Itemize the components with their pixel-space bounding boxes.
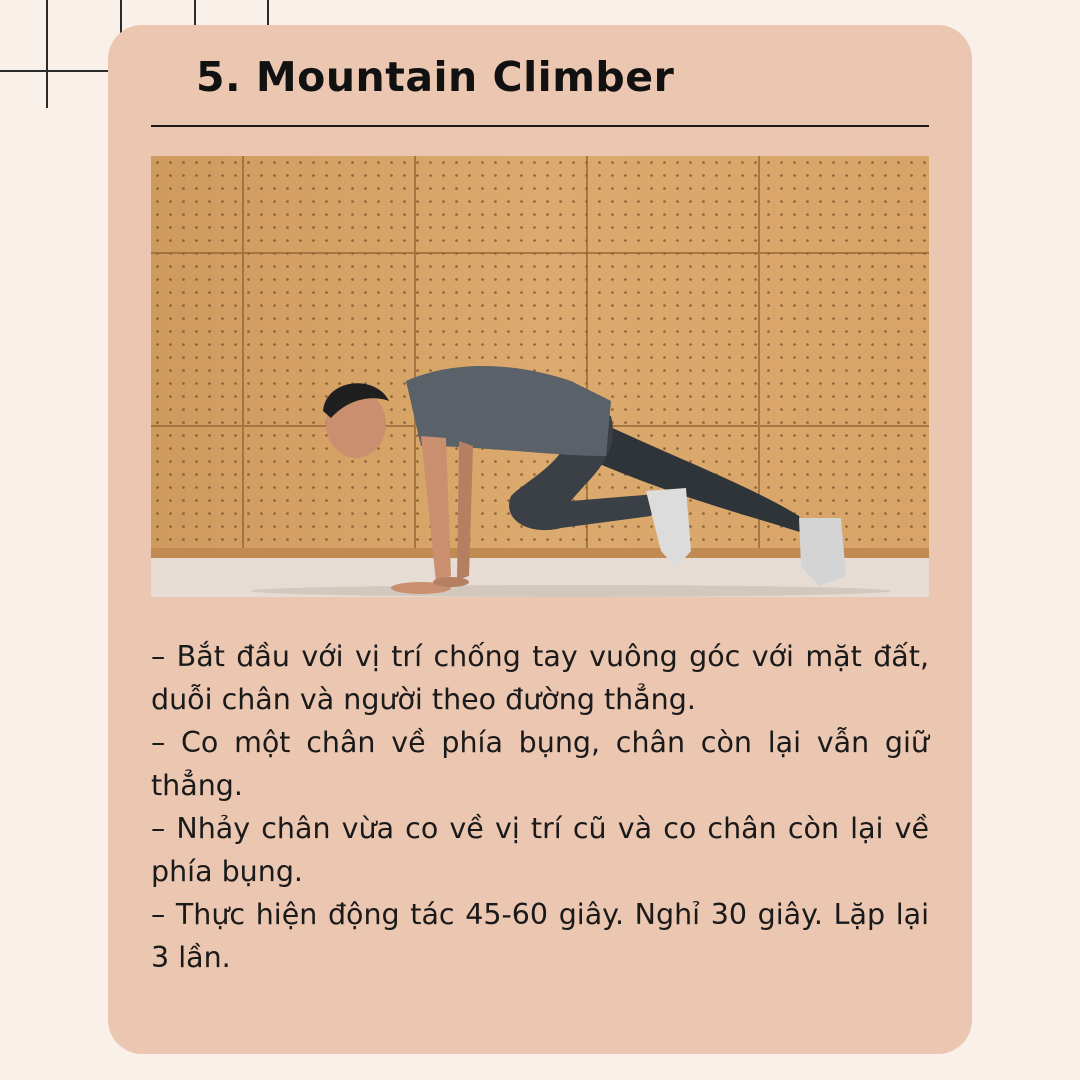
exercise-title: 5. Mountain Climber	[196, 53, 675, 101]
instruction-step: – Nhảy chân vừa co về vị trí cũ và co chân còn lại về phía bụng.	[151, 812, 929, 888]
instruction-step: – Thực hiện động tác 45-60 giây. Nghỉ 30 giây. Lặp lại 3 lần.	[151, 898, 929, 974]
decor-line-v3	[194, 0, 196, 26]
exercise-photo	[151, 156, 929, 597]
instruction-step: – Bắt đầu với vị trí chống tay vuông góc với mặt đất, duỗi chân và người theo đường thẳng.	[151, 640, 929, 716]
decor-line-h1	[0, 70, 108, 72]
decor-line-v4	[267, 0, 269, 26]
exercise-card	[108, 25, 972, 1054]
decor-line-v1	[46, 0, 48, 108]
instruction-step: – Co một chân về phía bụng, chân còn lại vẫn giữ thẳng.	[151, 726, 929, 802]
exercise-illustration	[151, 156, 929, 597]
instructions-text	[151, 635, 929, 979]
title-divider	[151, 125, 929, 127]
